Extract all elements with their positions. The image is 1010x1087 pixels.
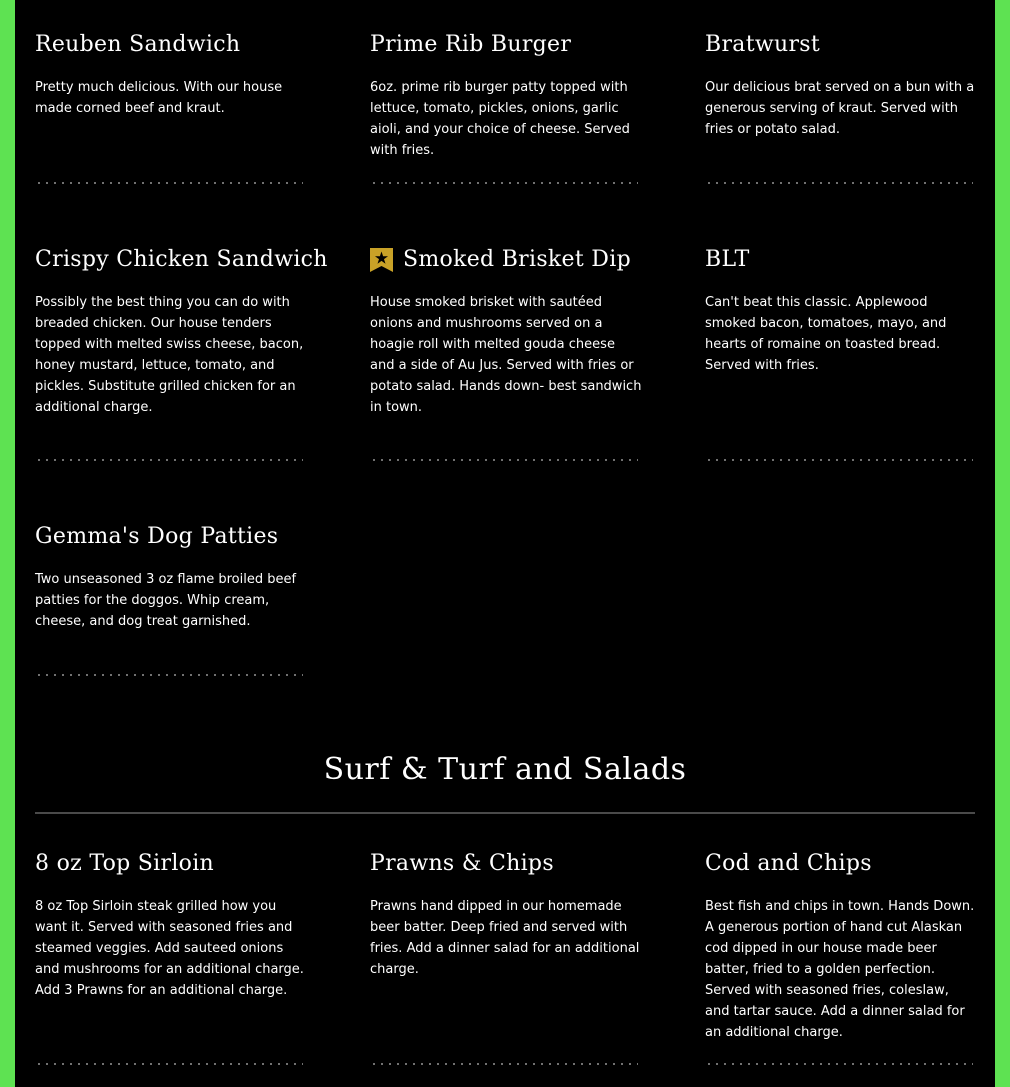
- star-badge-icon: [370, 248, 393, 272]
- menu-item-bratwurst: [705, 30, 975, 140]
- menu-item-top-sirloin: [35, 849, 305, 1001]
- dotted-divider: [370, 1063, 638, 1065]
- section-divider: [35, 812, 975, 814]
- menu-item-description: Can't beat this classic. Applewood smoked bacon, tomatoes, mayo, and hearts of romaine on toasted bread. Served with fries.: [705, 295, 947, 373]
- menu-item-crispy-chicken: [35, 245, 328, 418]
- menu-item-blt: [705, 245, 975, 376]
- menu-item-title: 8 oz Top Sirloin: [35, 851, 215, 876]
- menu-item-description: Possibly the best thing you can do with breaded chicken. Our house tenders topped with melted swiss cheese, bacon, honey mustard, lettuce, tomato, and pickles. Substitute grilled chicken for an additional charge.: [35, 295, 304, 415]
- menu-item-prime-rib-burger: [370, 30, 640, 161]
- menu-item-description: 8 oz Top Sirloin steak grilled how you want it. Served with seasoned fries and steamed veggies. Add sauteed onions and mushrooms for an additional charge. Add 3 Prawns for an additional charge.: [35, 899, 304, 998]
- dotted-divider: [35, 674, 303, 676]
- menu-item-description: House smoked brisket with sautéed onions and mushrooms served on a hoagie roll with melted gouda cheese and a side of Au Jus. Served with fries or potato salad. Hands down- best sandwich in town.: [370, 295, 642, 415]
- dotted-divider: [35, 1063, 303, 1065]
- menu-item-title: Cod and Chips: [705, 851, 872, 876]
- menu-item-title: Crispy Chicken Sandwich: [35, 247, 328, 272]
- menu-item-description: 6oz. prime rib burger patty topped with lettuce, tomato, pickles, onions, garlic aioli, and your choice of cheese. Served with fries.: [370, 80, 630, 158]
- menu-item-title: Prawns & Chips: [370, 851, 554, 876]
- menu-item-title: Smoked Brisket Dip: [403, 247, 631, 272]
- menu-item-description: Prawns hand dipped in our homemade beer batter. Deep fried and served with fries. Add a dinner salad for an additional charge.: [370, 899, 640, 977]
- menu-item-title: Bratwurst: [705, 32, 820, 57]
- dotted-divider: [705, 459, 973, 461]
- dotted-divider: [35, 182, 303, 184]
- section-title: Surf & Turf and Salads: [323, 752, 687, 787]
- menu-item-title: BLT: [705, 247, 750, 272]
- menu-item-title: Prime Rib Burger: [370, 32, 572, 57]
- menu-item-title: Gemma's Dog Patties: [35, 524, 279, 549]
- menu-item-title-row: [370, 245, 640, 275]
- menu-item-gemmas-dog-patties: [35, 522, 305, 632]
- menu-item-description: Our delicious brat served on a bun with a generous serving of kraut. Served with fries or potato salad.: [705, 80, 975, 137]
- menu-item-description: Pretty much delicious. With our house made corned beef and kraut.: [35, 80, 283, 116]
- dotted-divider: [705, 182, 973, 184]
- menu-item-cod-chips: [705, 849, 975, 1043]
- menu-item-title: Reuben Sandwich: [35, 32, 241, 57]
- menu-item-prawns-chips: [370, 849, 640, 980]
- dotted-divider: [370, 459, 638, 461]
- dotted-divider: [370, 182, 638, 184]
- menu-item-reuben: [35, 30, 305, 119]
- dotted-divider: [35, 459, 303, 461]
- menu-page: [15, 0, 995, 1087]
- dotted-divider: [705, 1063, 973, 1065]
- menu-item-description: Two unseasoned 3 oz flame broiled beef patties for the doggos. Whip cream, cheese, and dog treat garnished.: [35, 572, 297, 629]
- menu-item-smoked-brisket-dip: [370, 245, 640, 418]
- menu-item-description: Best fish and chips in town. Hands Down. A generous portion of hand cut Alaskan cod dipped in our house made beer batter, fried to a golden perfection. Served with seasoned fries, coleslaw, and tartar sauce. Add a dinner salad for an additional charge.: [705, 899, 975, 1040]
